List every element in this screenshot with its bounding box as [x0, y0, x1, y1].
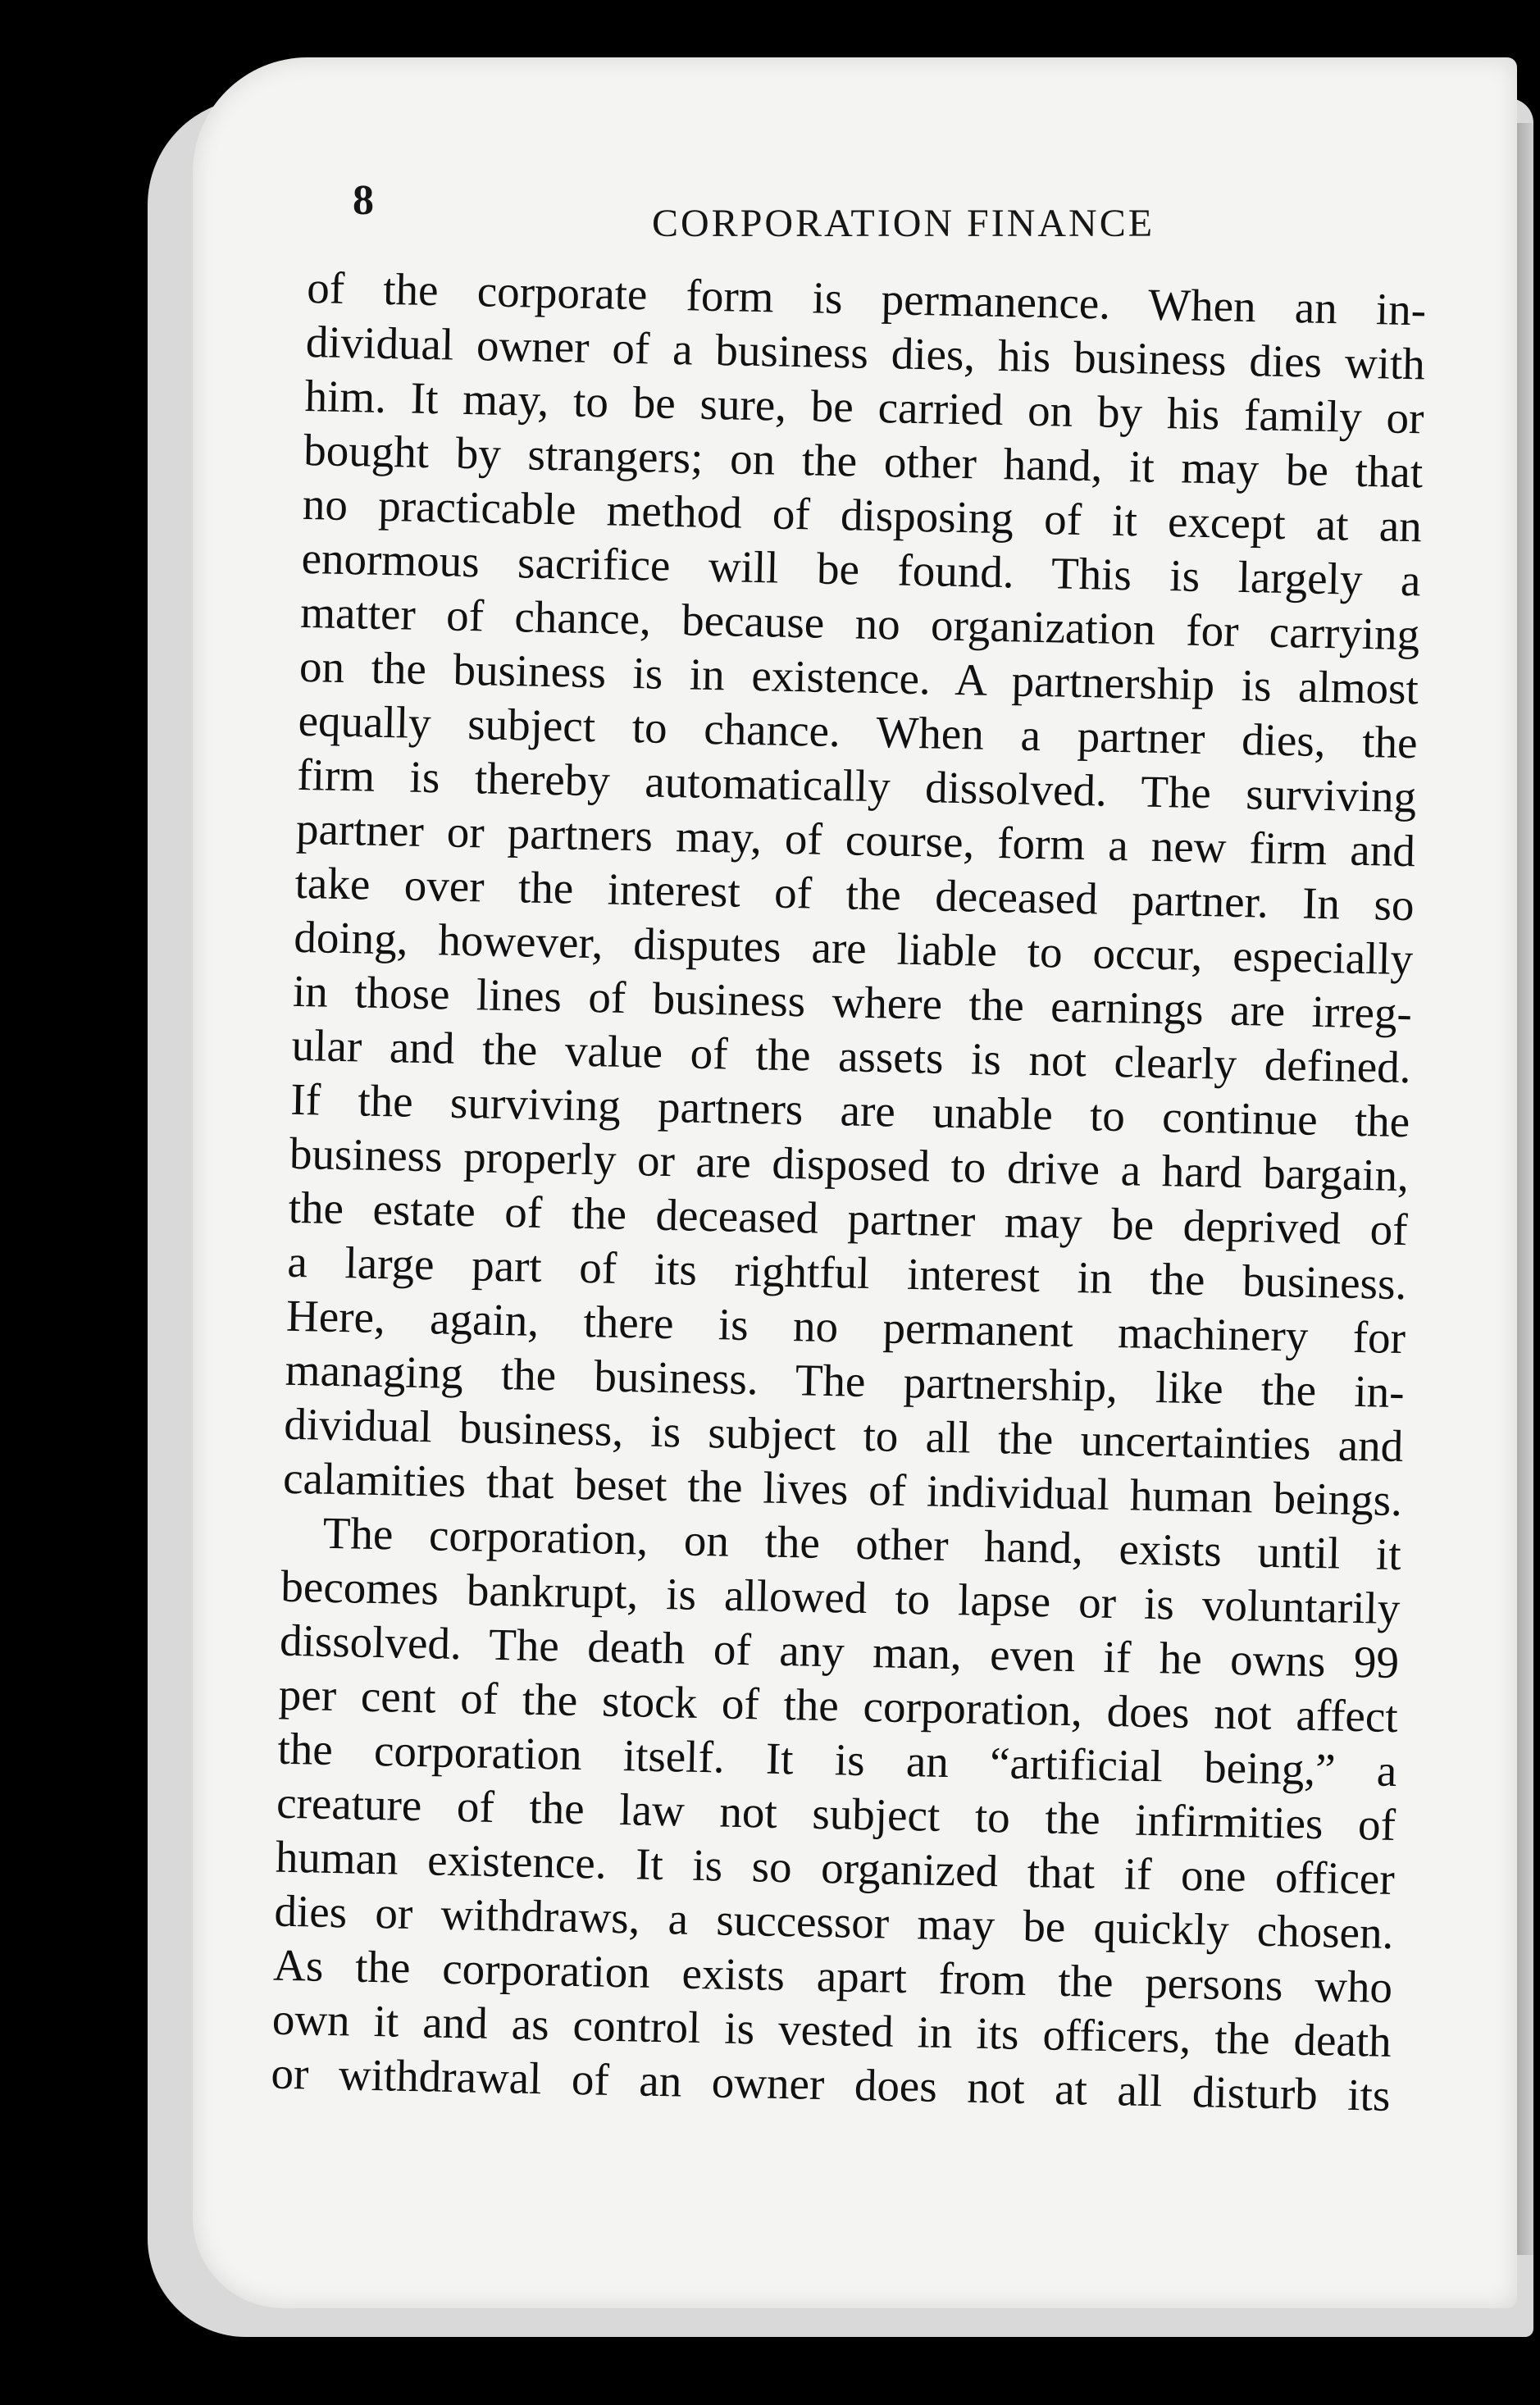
text-line: or withdrawal of an owner does not at all disturb its — [271, 2047, 1391, 2120]
text-line: dividual owner of a business dies, his business dies with — [305, 316, 1426, 389]
text-line: per cent of the stock of the corporation, does not affect — [278, 1669, 1399, 1742]
page-number: 8 — [353, 177, 374, 224]
text-line: business properly or are disposed to drive a hard bargain, — [289, 1127, 1410, 1201]
text-line: the corporation itself. It is an “artificial being,” a — [276, 1723, 1397, 1797]
text-line: Here, again, there is no permanent machinery for — [285, 1290, 1406, 1364]
text-line: him. It may, to be sure, be carried on by his family or — [304, 370, 1425, 444]
text-line: equally subject to chance. When a partner dies, the — [298, 695, 1419, 768]
text-line: own it and as control is vested in its officers, the death — [271, 1993, 1392, 2066]
text-line: take over the interest of the deceased partner. In so — [294, 857, 1415, 931]
text-line: partner or partners may, of course, form a new firm and — [295, 803, 1416, 877]
text-line: firm is thereby automatically dissolved. The surviving — [296, 749, 1417, 822]
text-line: dividual business, is subject to all the uncertainties and — [283, 1398, 1404, 1472]
text-line: As the corporation exists apart from the persons who — [272, 1939, 1393, 2012]
text-line: If the surviving partners are unable to continue the — [289, 1073, 1410, 1147]
body-text — [271, 261, 1427, 2123]
text-line: enormous sacrifice will be found. This is largely a — [301, 532, 1422, 606]
text-line: in those lines of business where the earnings are irreg- — [292, 965, 1413, 1039]
text-line: creature of the law not subject to the infirmities of — [276, 1777, 1396, 1851]
text-line: the estate of the deceased partner may be deprived of — [288, 1182, 1409, 1255]
text-line: matter of chance, because no organization for carrying — [299, 586, 1420, 660]
text-line: dies or withdraws, a successor may be quickly chosen. — [273, 1885, 1394, 1958]
text-line: bought by strangers; on the other hand, it may be that — [303, 424, 1424, 498]
text-line: a large part of its rightful interest in the business. — [286, 1236, 1407, 1310]
text-line: of the corporate form is permanence. When an in- — [306, 262, 1427, 335]
text-line: ular and the value of the assets is not clearly defined. — [291, 1019, 1412, 1093]
running-head: CORPORATION FINANCE — [652, 202, 1155, 245]
text-line: no practicable method of disposing of it except at an — [302, 478, 1423, 552]
text-line: doing, however, disputes are liable to occur, especially — [293, 911, 1414, 985]
text-line: managing the business. The partnership, like the in- — [285, 1344, 1406, 1418]
text-line: calamities that beset the lives of individual human beings. — [282, 1452, 1403, 1526]
page-header — [353, 176, 1443, 245]
text-line: becomes bankrupt, is allowed to lapse or is voluntarily — [280, 1560, 1401, 1634]
text-line: on the business is in existence. A partnership is almost — [298, 640, 1419, 714]
text-line: human existence. It is so organized that if one officer — [275, 1831, 1396, 1904]
text-line: dissolved. The death of any man, even if he owns 99 — [279, 1615, 1400, 1688]
paragraph-start-line: The corporation, on the other hand, exists until it — [322, 1507, 1402, 1580]
